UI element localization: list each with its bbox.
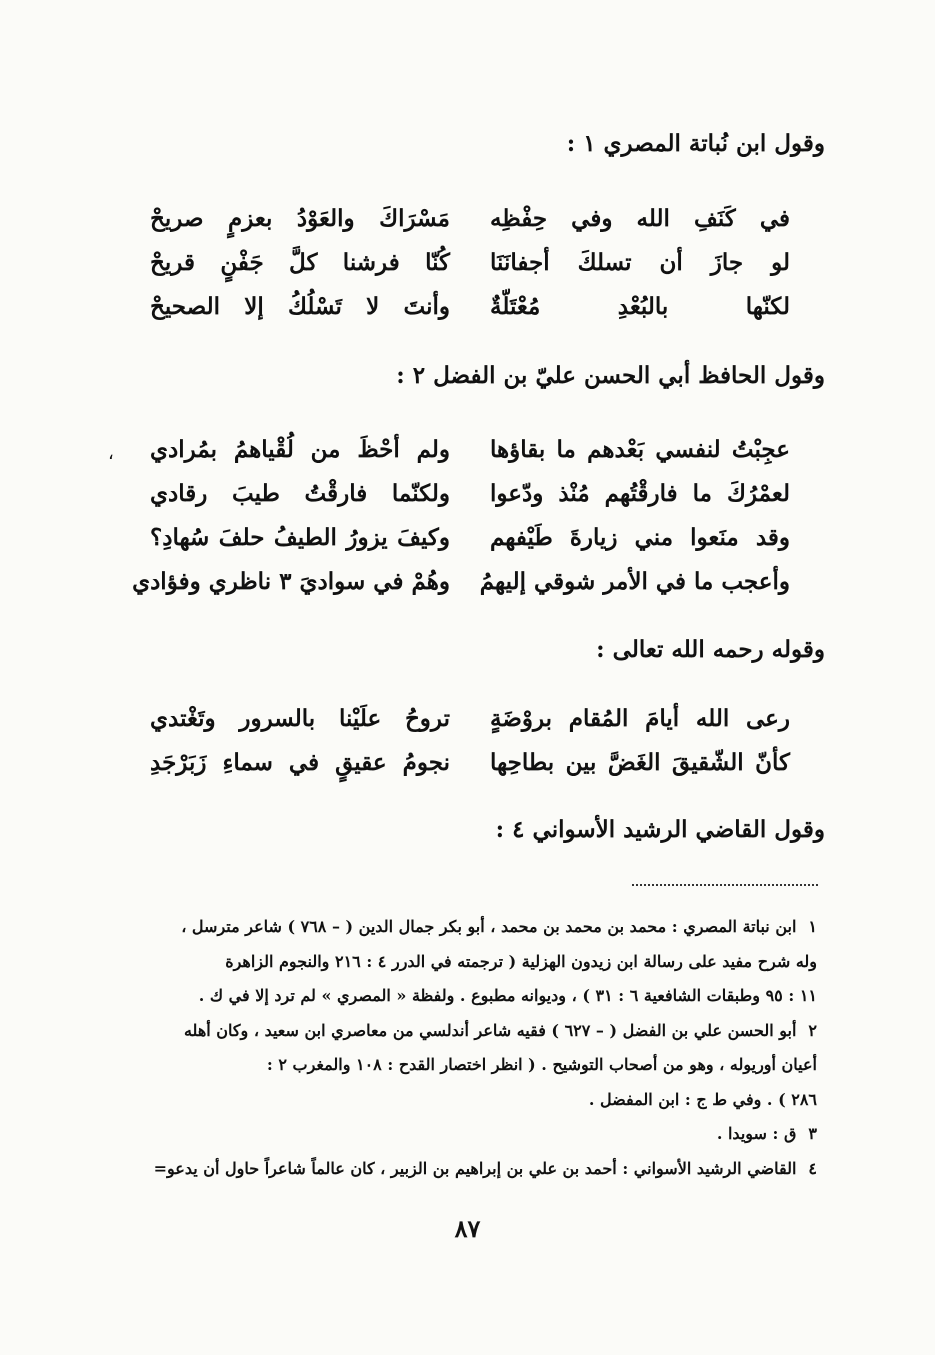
verse — [150, 741, 790, 785]
verse — [150, 285, 790, 329]
section-1-intro: وقول ابن نُباتة المصري ١ : — [566, 130, 825, 157]
footnote-line: ابن نباتة المصري : محمد بن محمد بن محمد ، أبو بكر جمال الدين ( – ٧٦٨ ) شاعر مترسل ، — [181, 917, 797, 936]
footnote — [112, 1117, 817, 1152]
footnote-line: ١١ : ٩٥ وطبقات الشافعية ٦ : ٣١ ) ، وديوانه مطبوع . ولفظة « المصري » لم ترد إلا في ك . — [198, 986, 817, 1005]
verse-first-hemistich: وأعجب ما في الأمر شوقي إليهمُ — [479, 568, 790, 595]
footnotes — [112, 910, 817, 1186]
footnote — [112, 1014, 817, 1118]
footnote-number: ٣ — [808, 1124, 817, 1143]
footnote-number: ١ — [808, 917, 817, 936]
poem-2 — [132, 428, 790, 604]
page-number: ٨٧ — [454, 1214, 481, 1243]
verse — [150, 697, 790, 741]
verse-second-hemistich: وأنتَ لا تَسْلُكُ إلا الصحيحْ — [150, 293, 450, 320]
verse-second-hemistich: ولم أحْظَ من لُقْياهمُ بمُرادي — [150, 436, 450, 463]
verse — [150, 516, 790, 560]
footnote-number: ٢ — [808, 1020, 817, 1040]
verse-second-hemistich: وهُمْ في سواديَ ٣ ناظري وفؤادي — [132, 568, 450, 595]
verse-first-hemistich: لعمْرُكَ ما فارقْتُهم مُنْذ ودّعوا — [490, 480, 790, 507]
verse-second-hemistich: مَسْرَاكَ والعَوْدُ بعزمٍ صريحْ — [150, 205, 450, 232]
section-3-intro: وقوله رحمه الله تعالى : — [596, 636, 825, 663]
verse — [150, 428, 790, 472]
footnote — [112, 910, 817, 1014]
verse-first-hemistich: عجِبْتُ لنفسي بَعْدهم ما بقاؤها — [490, 436, 790, 463]
verse-second-hemistich: تروحُ علَيْنا بالسرور وتَغْتدي — [150, 705, 450, 732]
verse-second-hemistich: وكيفَ يزورُ الطيفُ حلفَ سُهادِ؟ — [150, 524, 450, 551]
footnote-line: أعيان أوريوله ، وهو من أصحاب التوشيح . ( انظر اختصار القدح : ١٠٨ والمغرب ٢ : — [266, 1055, 817, 1074]
verse — [150, 197, 790, 241]
footnote-line: ٢٨٦ ) . وفي ط ج : ابن المفضل . — [588, 1089, 817, 1109]
verse-second-hemistich: ولكنّما فارقْتُ طيبَ رقادي — [150, 480, 450, 507]
verse-first-hemistich: وقد منَعوا مني زيارةَ طَيْفهم — [490, 524, 790, 551]
verse-first-hemistich: رعى الله أيامَ المُقام بروْضَةٍ — [490, 705, 790, 732]
verse — [150, 472, 790, 516]
margin-mark: ، — [108, 443, 114, 464]
footnote-line: أبو الحسن علي بن الفضل ( – ٦٢٧ ) فقيه شاعر أندلسي من معاصري ابن سعيد ، وكان أهله — [183, 1020, 797, 1040]
footnote-line: القاضي الرشيد الأسواني : أحمد بن علي بن إبراهيم بن الزبير ، كان عالماً شاعراً حاول أن يدعو= — [153, 1158, 797, 1178]
poem-1 — [150, 197, 790, 329]
footnote-number: ٤ — [808, 1158, 817, 1178]
footnote — [112, 1152, 817, 1187]
section-2-intro: وقول الحافظ أبي الحسن عليّ بن الفضل ٢ : — [396, 362, 825, 389]
verse-first-hemistich: في كَنَفِ الله وفي حِفْظِه — [490, 205, 790, 232]
verse-second-hemistich: نجومُ عقيقٍ في سماءِ زَبَرْجَدِ — [150, 749, 450, 776]
verse-first-hemistich: لو جازَ أن تسلكَ أجفانَنَا — [490, 249, 790, 276]
footnote-line: ق : سويدا . — [716, 1124, 797, 1143]
verse-first-hemistich: لكنّها بالبُعْدِ مُعْتَلّةٌ — [490, 293, 790, 320]
verse — [132, 560, 790, 604]
verse-second-hemistich: كُنّا فرشنا كلَّ جَفْنٍ قريحْ — [150, 249, 450, 276]
section-4-intro: وقول القاضي الرشيد الأسواني ٤ : — [495, 816, 825, 843]
verse — [150, 241, 790, 285]
footnote-line: وله شرح مفيد على رسالة ابن زيدون الهزلية ( ترجمته في الدرر ٤ : ٢١٦ والنجوم الزاهرة — [225, 951, 817, 971]
verse-first-hemistich: كأنّ الشّقيقَ الغَضَّ بين بطاحِها — [490, 749, 790, 776]
poem-3 — [150, 697, 790, 785]
footnote-divider — [632, 884, 818, 886]
